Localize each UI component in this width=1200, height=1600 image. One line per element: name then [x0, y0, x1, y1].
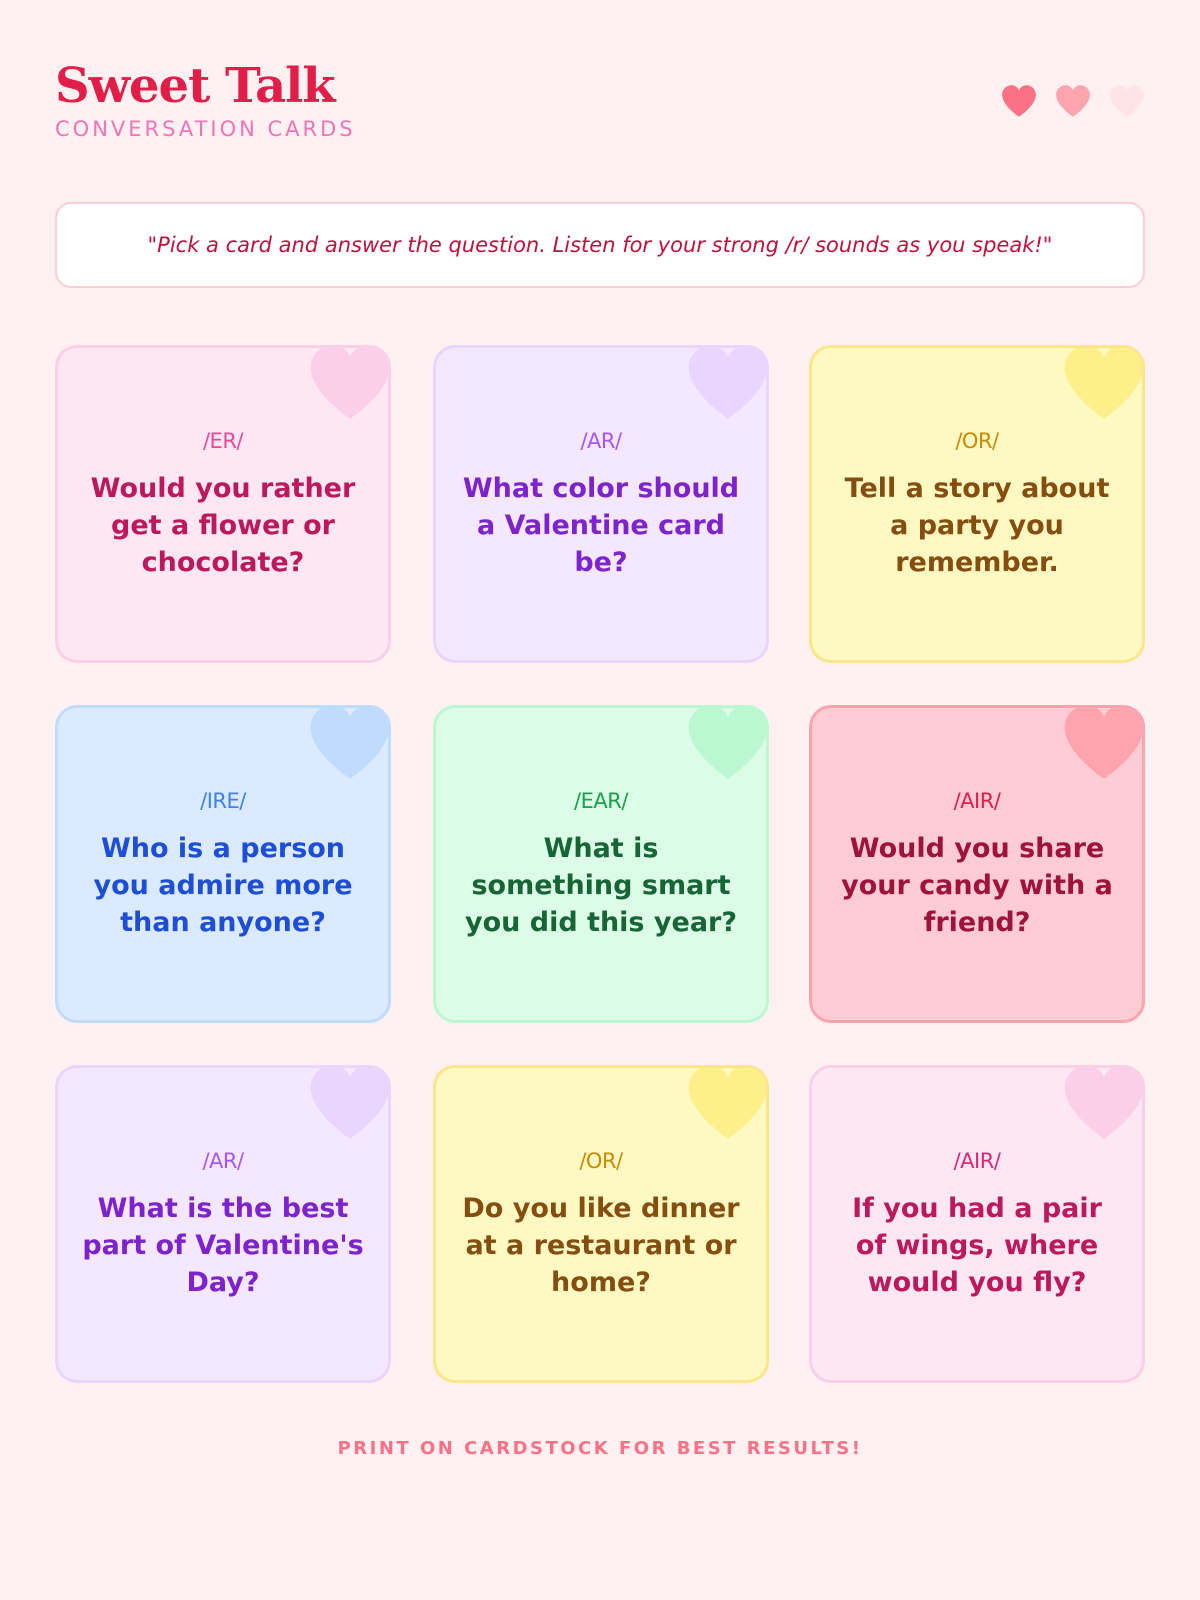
card-question: Would you rather get a flower or chocolate?: [90, 472, 356, 578]
conversation-card: [55, 345, 391, 663]
conversation-card: [809, 345, 1145, 663]
header: [55, 56, 1145, 146]
instruction-box: "Pick a card and answer the question. Listen for your strong /r/ sounds as you speak!": [55, 202, 1145, 288]
corner-heart-icon: [1062, 705, 1145, 784]
corner-heart-icon: [686, 705, 769, 784]
card-sound: /IRE/: [200, 788, 246, 813]
card-question: What is something smart you did this year?: [464, 832, 738, 938]
card-sound: /AR/: [580, 428, 622, 453]
card-sound: /EAR/: [574, 788, 628, 813]
corner-heart-icon: [686, 345, 769, 424]
corner-heart-icon: [1062, 345, 1145, 424]
corner-heart-icon: [308, 1065, 391, 1144]
card-question: Would you share your candy with a friend?: [841, 832, 1113, 938]
card-question: Tell a story about a party you remember.: [844, 472, 1110, 578]
page-title: Sweet Talk: [55, 58, 335, 114]
card-question: What is the best part of Valentine's Day?: [82, 1192, 364, 1298]
card-sound: /AR/: [202, 1148, 244, 1173]
heart-icon: [1109, 84, 1145, 118]
card-sound: /OR/: [955, 428, 999, 453]
heart-icon: [1055, 84, 1091, 118]
card-sound: /OR/: [579, 1148, 623, 1173]
conversation-card: [433, 345, 769, 663]
heart-row: [1001, 84, 1145, 118]
conversation-card: [809, 1065, 1145, 1383]
conversation-card: [55, 705, 391, 1023]
card-question: If you had a pair of wings, where would you fly?: [852, 1192, 1102, 1298]
card-sound: /AIR/: [953, 788, 1001, 813]
footer-note: PRINT ON CARDSTOCK FOR BEST RESULTS!: [337, 1438, 863, 1459]
heart-icon: [1001, 84, 1037, 118]
corner-heart-icon: [1062, 1065, 1145, 1144]
page-subtitle: CONVERSATION CARDS: [55, 117, 356, 141]
conversation-card: [55, 1065, 391, 1383]
conversation-card: [433, 1065, 769, 1383]
conversation-card: [433, 705, 769, 1023]
card-sound: /ER/: [202, 428, 243, 453]
card-sound: /AIR/: [953, 1148, 1001, 1173]
corner-heart-icon: [686, 1065, 769, 1144]
card-question: What color should a Valentine card be?: [462, 472, 740, 578]
card-question: Who is a person you admire more than anyone?: [93, 832, 353, 938]
conversation-card: [809, 705, 1145, 1023]
corner-heart-icon: [308, 705, 391, 784]
card-question: Do you like dinner at a restaurant or home?: [462, 1192, 740, 1298]
corner-heart-icon: [308, 345, 391, 424]
